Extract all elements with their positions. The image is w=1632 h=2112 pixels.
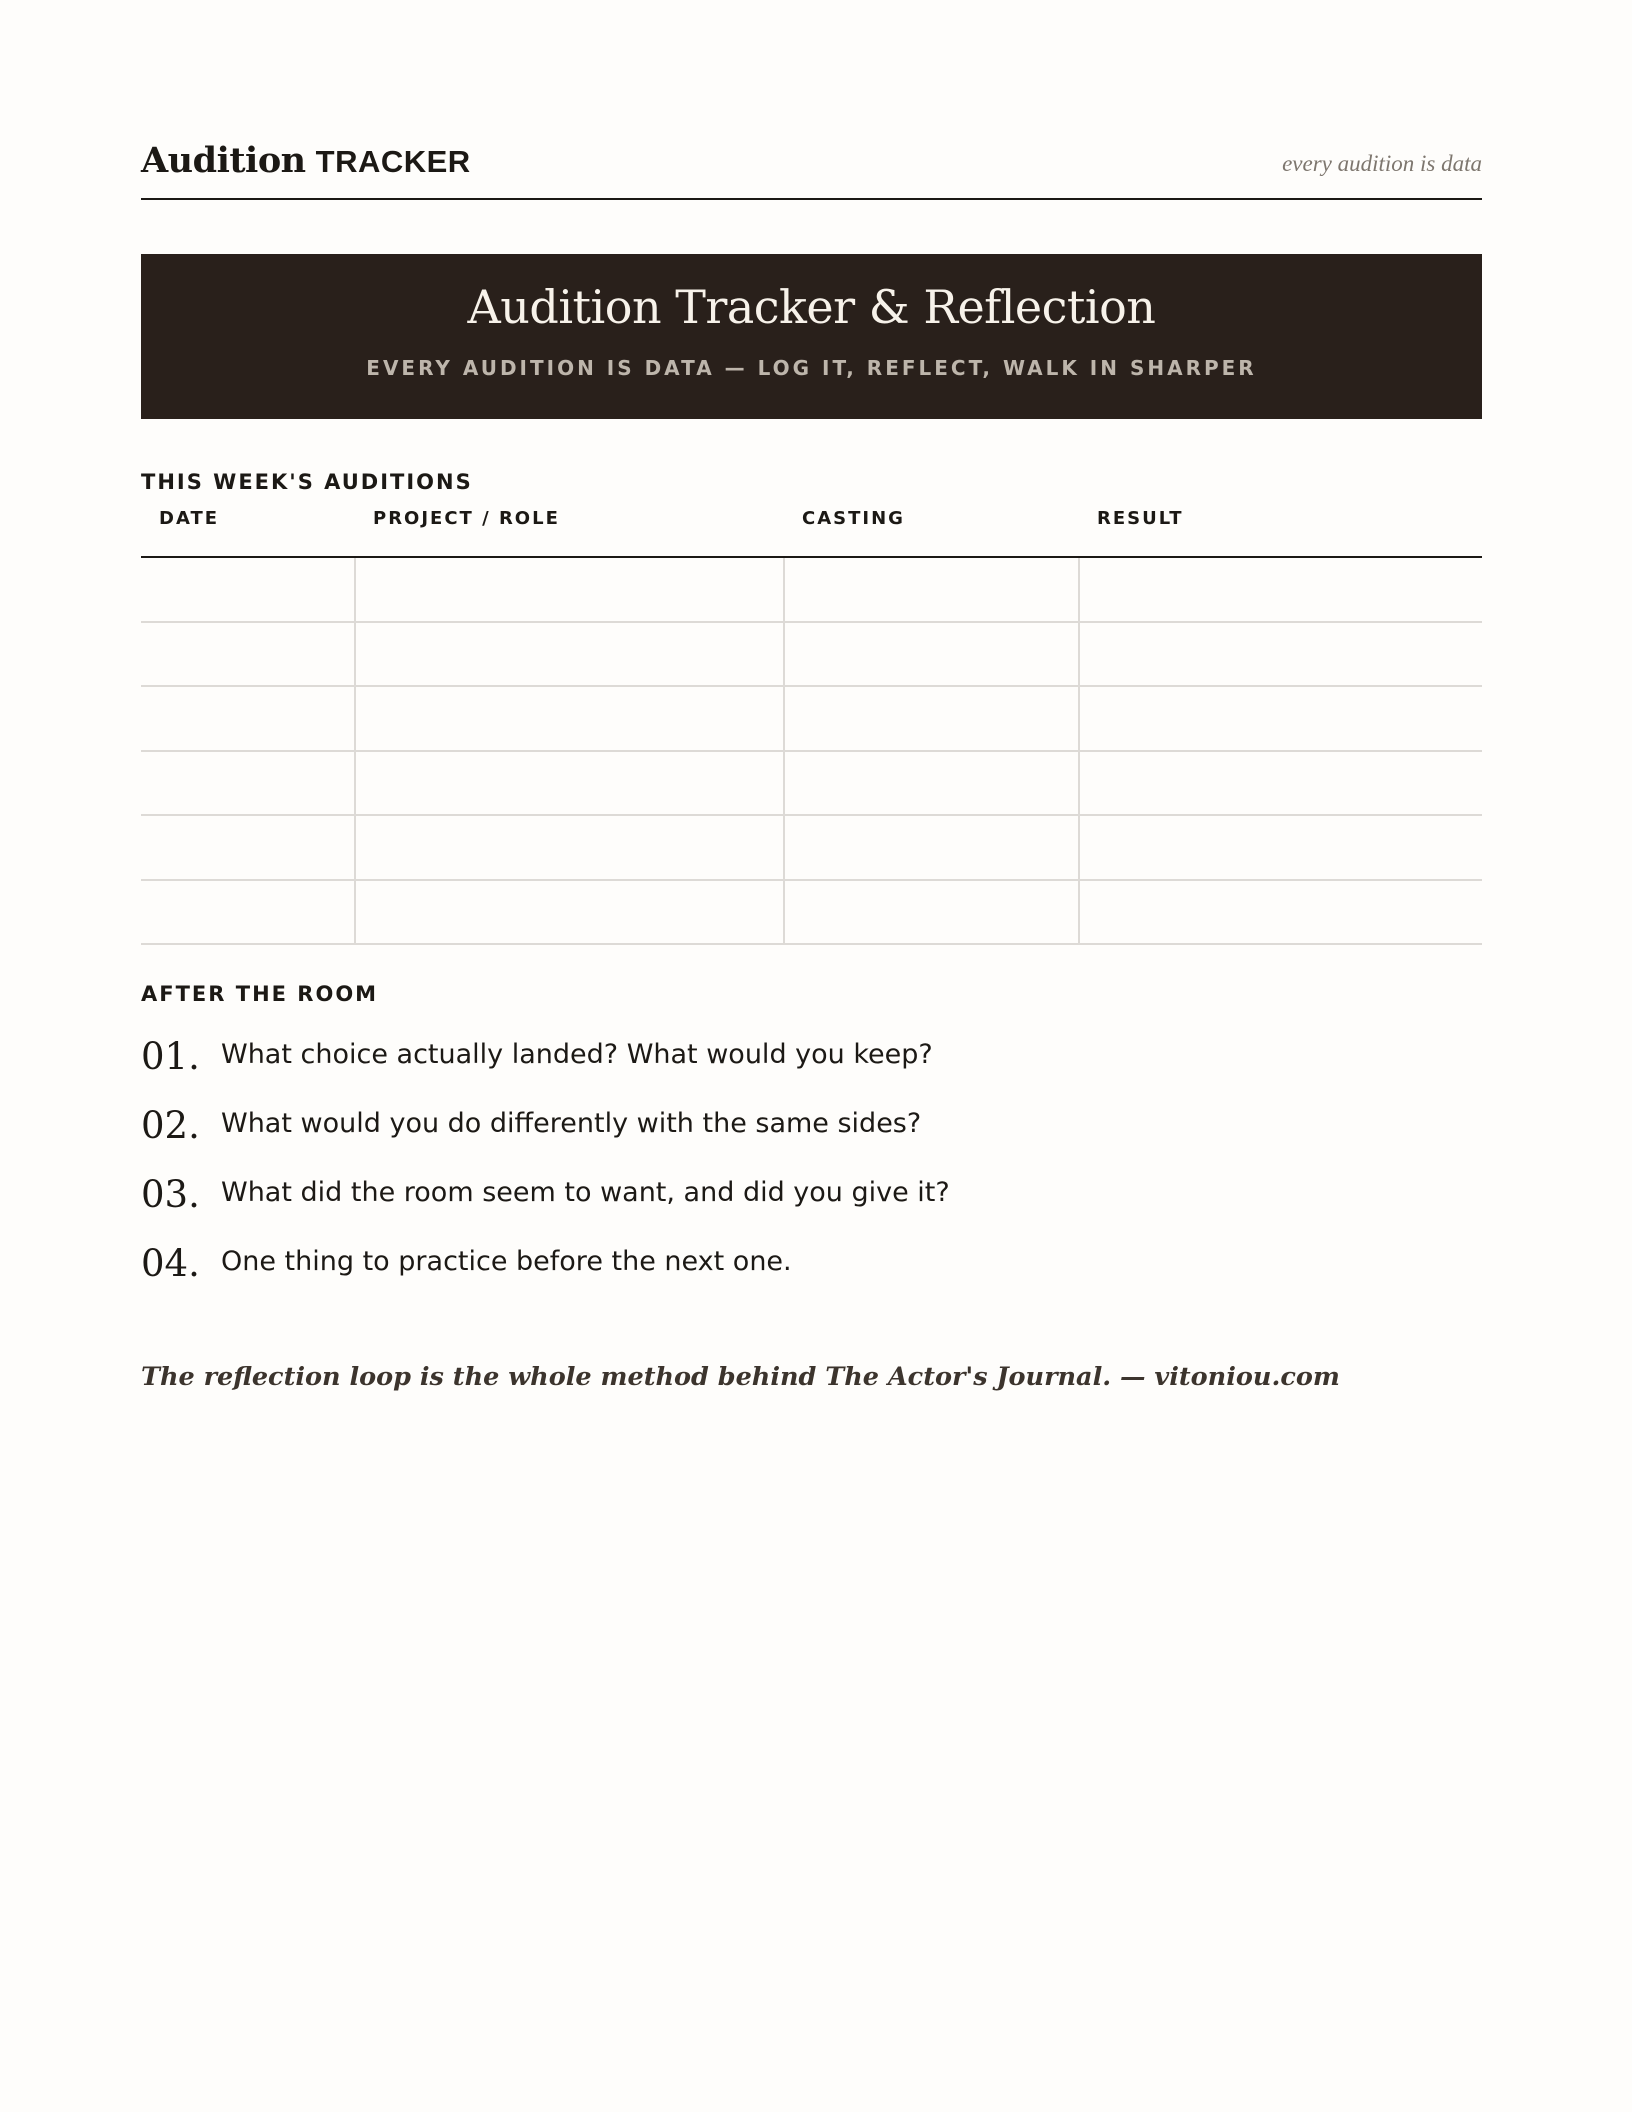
list-item [141,1035,1482,1104]
list-item [141,1104,1482,1173]
table-row [141,686,1482,751]
list-item [141,1173,1482,1242]
date-cell[interactable] [141,557,355,622]
prompt-number: 02. [141,1104,200,1147]
brand-accent: TRACKER [315,144,471,179]
page-subtitle: EVERY AUDITION IS DATA — LOG IT, REFLECT, WALK IN SHARPER [366,356,1257,380]
title-banner [141,254,1482,419]
prompt-text: What would you do differently with the same sides? [221,1108,922,1139]
table-row [141,880,1482,945]
date-cell[interactable] [141,686,355,751]
table-row [141,815,1482,880]
result-cell[interactable] [1079,622,1482,687]
table-row [141,751,1482,816]
prompt-number: 03. [141,1173,200,1216]
result-cell[interactable] [1079,815,1482,880]
date-cell[interactable] [141,751,355,816]
reflection-prompt-list [141,1035,1482,1311]
casting-cell[interactable] [784,622,1079,687]
prompt-text: One thing to practice before the next one. [221,1246,792,1277]
table-header-row [141,508,1482,557]
auditions-table-wrap [141,508,1482,945]
brand-logo [141,140,471,181]
casting-cell[interactable] [784,751,1079,816]
date-cell[interactable] [141,622,355,687]
result-cell[interactable] [1079,751,1482,816]
prompt-number: 04. [141,1242,200,1285]
column-header-casting: CASTING [784,508,1079,557]
prompt-number: 01. [141,1035,200,1078]
result-cell[interactable] [1079,686,1482,751]
date-cell[interactable] [141,815,355,880]
result-cell[interactable] [1079,557,1482,622]
casting-cell[interactable] [784,557,1079,622]
casting-cell[interactable] [784,686,1079,751]
header-tagline: every audition is data [1282,151,1482,176]
table-row [141,557,1482,622]
result-cell[interactable] [1079,880,1482,945]
table-row [141,622,1482,687]
casting-cell[interactable] [784,815,1079,880]
column-header-date: DATE [141,508,355,557]
footer-note: The reflection loop is the whole method behind The Actor's Journal. — vitoniou.com [141,1362,1340,1392]
casting-cell[interactable] [784,880,1079,945]
auditions-section-title: THIS WEEK'S AUDITIONS [141,470,473,494]
project-role-cell[interactable] [355,880,784,945]
column-header-project-role: PROJECT / ROLE [355,508,784,557]
column-header-result: RESULT [1079,508,1482,557]
date-cell[interactable] [141,880,355,945]
project-role-cell[interactable] [355,686,784,751]
page-header [141,136,1482,200]
prompt-text: What did the room seem to want, and did you give it? [221,1177,950,1208]
prompt-text: What choice actually landed? What would you keep? [221,1039,933,1070]
project-role-cell[interactable] [355,815,784,880]
project-role-cell[interactable] [355,557,784,622]
reflection-section-title: AFTER THE ROOM [141,982,379,1006]
page-title: Audition Tracker & Reflection [467,280,1156,334]
project-role-cell[interactable] [355,751,784,816]
brand-word: Audition [141,140,306,181]
project-role-cell[interactable] [355,622,784,687]
list-item [141,1242,1482,1311]
auditions-table [141,508,1482,945]
